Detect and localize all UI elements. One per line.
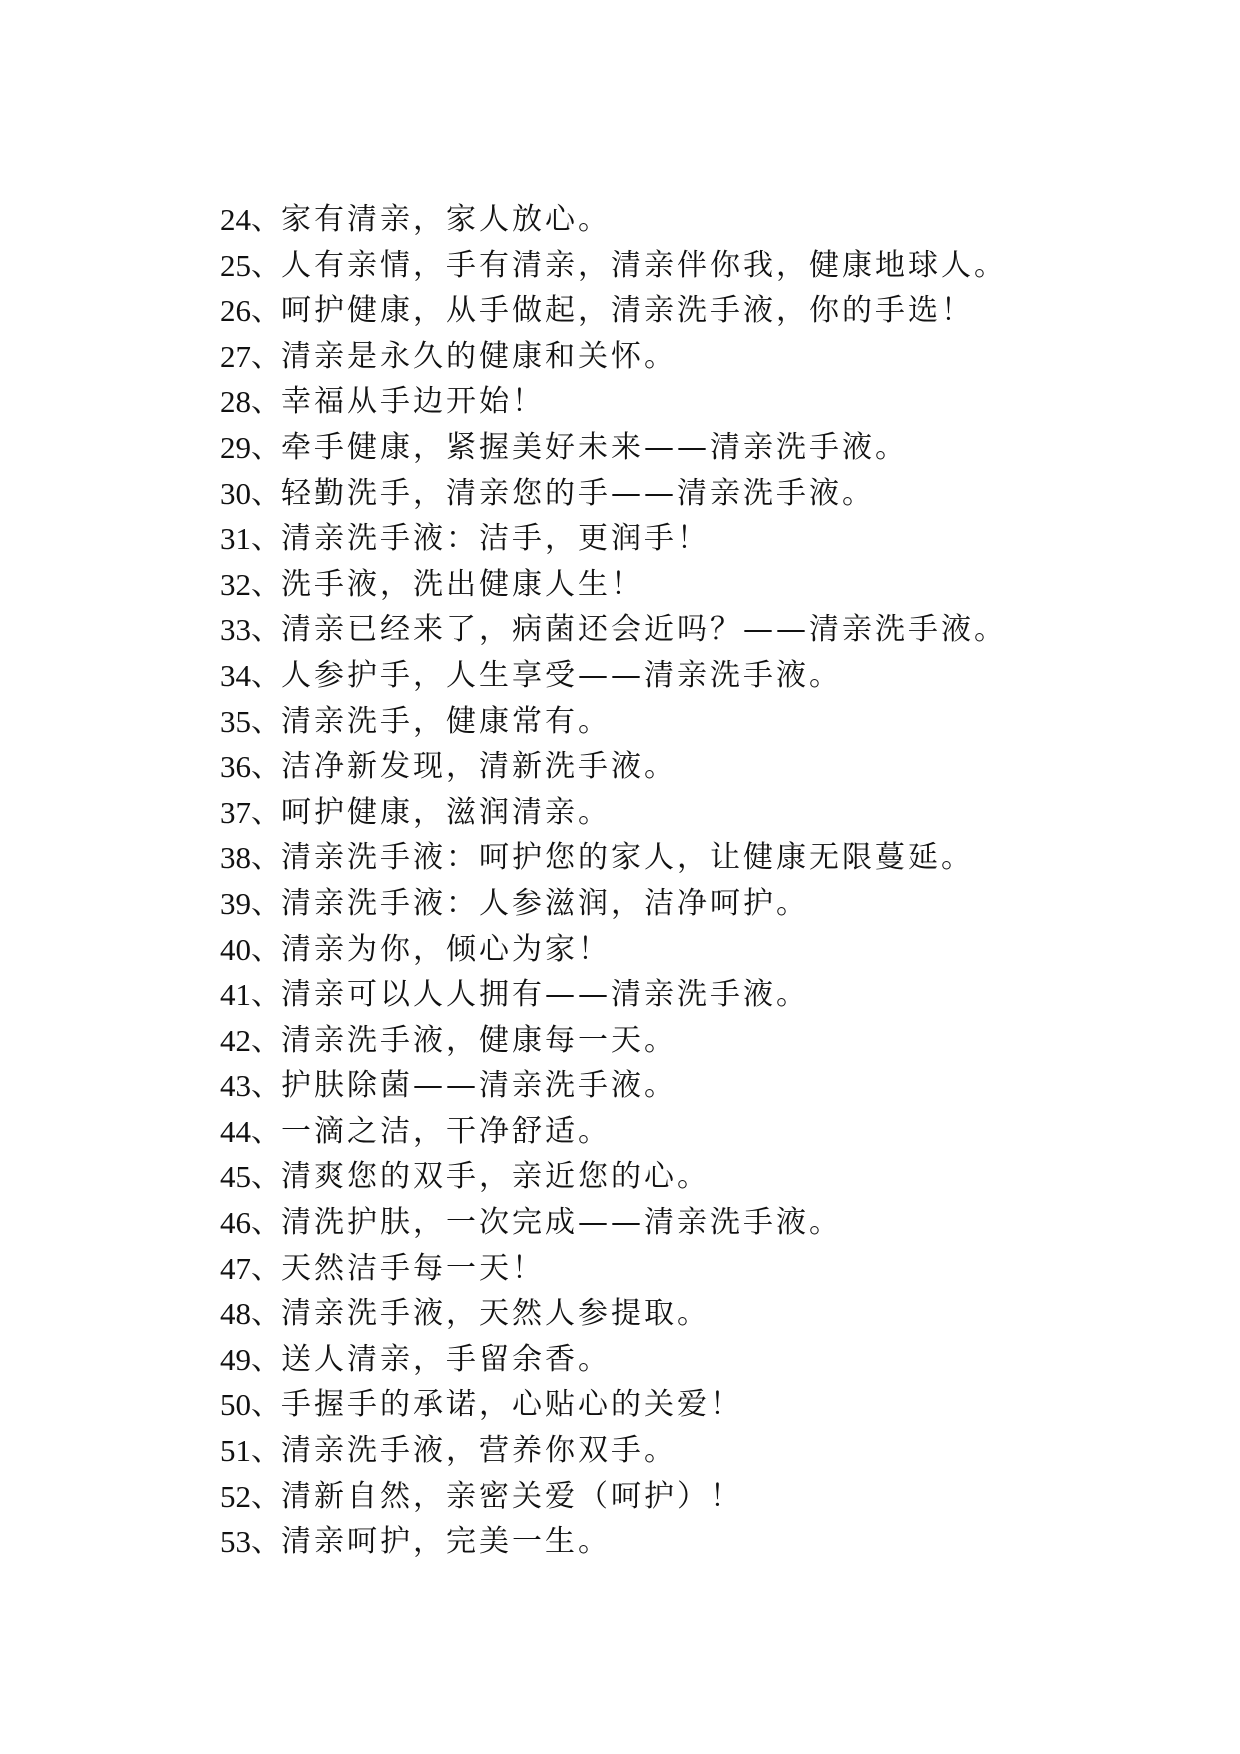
item-text: 幸福从手边开始！ (281, 384, 545, 420)
item-number: 31 (220, 521, 251, 557)
list-item (220, 927, 1120, 973)
item-separator: 、 (251, 202, 281, 237)
slogan-list (220, 197, 1120, 1565)
item-number: 39 (220, 885, 251, 921)
item-separator: 、 (251, 885, 281, 921)
item-text: 清亲洗手液：人参滋润，洁净呵护。 (281, 885, 809, 921)
item-text: 清新自然，亲密关爱（呵护）！ (281, 1478, 743, 1514)
item-text: 人有亲情，手有清亲，清亲伴你我，健康地球人。 (281, 247, 1007, 283)
item-separator: 、 (251, 1113, 281, 1149)
list-item (220, 243, 1120, 289)
item-separator: 、 (251, 1296, 281, 1332)
list-item (220, 1428, 1120, 1474)
item-text: 清亲是永久的健康和关怀。 (281, 338, 677, 374)
item-number: 34 (220, 657, 251, 693)
item-text: 送人清亲，手留余香。 (281, 1341, 611, 1377)
list-item (220, 1337, 1120, 1383)
list-item (220, 1154, 1120, 1200)
list-item (220, 288, 1120, 334)
item-number: 44 (220, 1113, 251, 1149)
list-item (220, 562, 1120, 608)
item-text: 清洗护肤，一次完成——清亲洗手液。 (281, 1205, 842, 1241)
list-item (220, 607, 1120, 653)
item-text: 清爽您的双手，亲近您的心。 (281, 1159, 710, 1195)
item-text: 洗手液，洗出健康人生！ (281, 566, 644, 602)
item-number: 45 (220, 1159, 251, 1195)
list-item (220, 972, 1120, 1018)
item-number: 24 (220, 202, 251, 237)
item-number: 52 (220, 1478, 251, 1514)
item-text: 天然洁手每一天！ (281, 1250, 545, 1286)
item-separator: 、 (251, 612, 281, 648)
item-separator: 、 (251, 1524, 281, 1560)
item-text: 清亲洗手液：呵护您的家人，让健康无限蔓延。 (281, 840, 974, 876)
item-text: 人参护手，人生享受——清亲洗手液。 (281, 657, 842, 693)
list-item (220, 653, 1120, 699)
item-separator: 、 (251, 1022, 281, 1058)
item-separator: 、 (251, 749, 281, 785)
item-separator: 、 (251, 429, 281, 465)
item-number: 36 (220, 749, 251, 785)
list-item (220, 1382, 1120, 1428)
item-number: 30 (220, 475, 251, 511)
list-item (220, 334, 1120, 380)
item-separator: 、 (251, 1478, 281, 1514)
item-text: 一滴之洁，干净舒适。 (281, 1113, 611, 1149)
item-number: 37 (220, 794, 251, 830)
item-number: 25 (220, 247, 251, 283)
item-text: 家有清亲，家人放心。 (281, 202, 611, 237)
item-number: 32 (220, 566, 251, 602)
item-text: 清亲洗手液，天然人参提取。 (281, 1296, 710, 1332)
item-number: 26 (220, 293, 251, 329)
item-text: 清亲为你，倾心为家！ (281, 931, 611, 967)
list-item (220, 1063, 1120, 1109)
list-item (220, 744, 1120, 790)
item-text: 牵手健康，紧握美好未来——清亲洗手液。 (281, 429, 908, 465)
item-text: 清亲呵护，完美一生。 (281, 1524, 611, 1560)
list-item (220, 197, 1120, 243)
item-separator: 、 (251, 1250, 281, 1286)
item-separator: 、 (251, 1159, 281, 1195)
item-number: 28 (220, 384, 251, 420)
item-number: 51 (220, 1433, 251, 1469)
list-item (220, 379, 1120, 425)
item-text: 呵护健康，滋润清亲。 (281, 794, 611, 830)
item-separator: 、 (251, 1341, 281, 1377)
item-number: 41 (220, 977, 251, 1013)
item-separator: 、 (251, 657, 281, 693)
item-text: 清亲可以人人拥有——清亲洗手液。 (281, 977, 809, 1013)
item-text: 呵护健康，从手做起，清亲洗手液，你的手选！ (281, 293, 974, 329)
list-item (220, 1291, 1120, 1337)
list-item (220, 881, 1120, 927)
item-separator: 、 (251, 1205, 281, 1241)
item-number: 46 (220, 1205, 251, 1241)
item-separator: 、 (251, 566, 281, 602)
item-text: 手握手的承诺，心贴心的关爱！ (281, 1387, 743, 1423)
list-item (220, 790, 1120, 836)
item-separator: 、 (251, 840, 281, 876)
item-text: 清亲洗手液：洁手，更润手！ (281, 521, 710, 557)
item-text: 清亲洗手，健康常有。 (281, 703, 611, 739)
list-item (220, 1200, 1120, 1246)
item-separator: 、 (251, 1433, 281, 1469)
item-separator: 、 (251, 384, 281, 420)
item-text: 洁净新发现，清新洗手液。 (281, 749, 677, 785)
item-number: 43 (220, 1068, 251, 1104)
item-text: 轻勤洗手，清亲您的手——清亲洗手液。 (281, 475, 875, 511)
item-number: 49 (220, 1341, 251, 1377)
item-separator: 、 (251, 475, 281, 511)
item-text: 清亲洗手液，健康每一天。 (281, 1022, 677, 1058)
item-separator: 、 (251, 794, 281, 830)
item-text: 护肤除菌——清亲洗手液。 (281, 1068, 677, 1104)
list-item (220, 425, 1120, 471)
item-separator: 、 (251, 247, 281, 283)
item-number: 38 (220, 840, 251, 876)
item-separator: 、 (251, 338, 281, 374)
item-separator: 、 (251, 977, 281, 1013)
item-number: 53 (220, 1524, 251, 1560)
list-item (220, 471, 1120, 517)
list-item (220, 1109, 1120, 1155)
item-separator: 、 (251, 293, 281, 329)
item-separator: 、 (251, 1068, 281, 1104)
list-item (220, 1018, 1120, 1064)
list-item (220, 516, 1120, 562)
list-item (220, 699, 1120, 745)
list-item (220, 1474, 1120, 1520)
item-number: 27 (220, 338, 251, 374)
item-number: 40 (220, 931, 251, 967)
item-separator: 、 (251, 1387, 281, 1423)
list-item (220, 835, 1120, 881)
item-separator: 、 (251, 521, 281, 557)
list-item (220, 1519, 1120, 1565)
item-number: 50 (220, 1387, 251, 1423)
list-item (220, 1246, 1120, 1292)
item-text: 清亲洗手液，营养你双手。 (281, 1433, 677, 1469)
item-separator: 、 (251, 703, 281, 739)
item-number: 47 (220, 1250, 251, 1286)
item-number: 42 (220, 1022, 251, 1058)
item-number: 48 (220, 1296, 251, 1332)
item-number: 35 (220, 703, 251, 739)
item-separator: 、 (251, 931, 281, 967)
item-number: 29 (220, 429, 251, 465)
item-number: 33 (220, 612, 251, 648)
item-text: 清亲已经来了，病菌还会近吗？——清亲洗手液。 (281, 612, 1007, 648)
